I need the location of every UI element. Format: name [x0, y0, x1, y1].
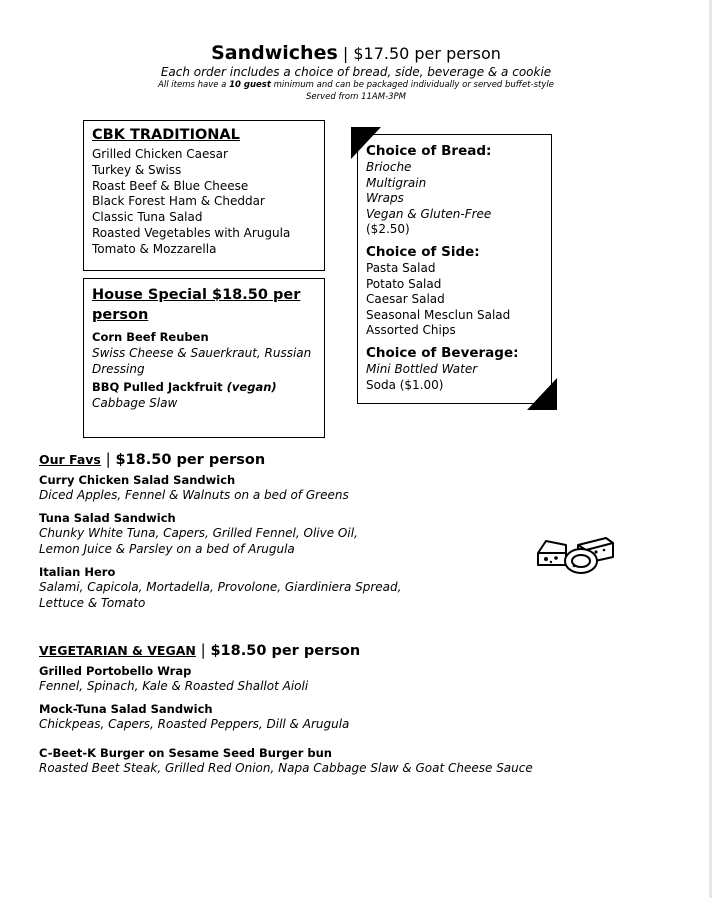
- veg-title: VEGETARIAN & VEGAN: [39, 643, 196, 658]
- list-item: Turkey & Swiss: [92, 162, 182, 177]
- choice-item: Soda ($1.00): [366, 377, 444, 392]
- list-item: Roast Beef & Blue Cheese: [92, 178, 249, 193]
- our-favs-title: Our Favs: [39, 452, 101, 467]
- service-hours: Served from 11AM-3PM: [305, 92, 407, 102]
- menu-item-name: Tuna Salad Sandwich: [39, 511, 176, 525]
- bread-heading: Choice of Bread:: [366, 143, 492, 159]
- title-separator: |: [337, 44, 354, 63]
- our-favs-heading: Our Favs | $18.50 per person: [39, 450, 266, 468]
- choices-box: [357, 134, 552, 404]
- menu-item-name: Grilled Portobello Wrap: [39, 664, 192, 678]
- choice-item: Multigrain: [366, 175, 427, 190]
- page-header: [0, 42, 712, 103]
- house-special-box: [83, 278, 325, 438]
- menu-item-desc: Salami, Capicola, Mortadella, Provolone, Giardiniera Spread,: [39, 580, 402, 594]
- menu-item-name: Mock-Tuna Salad Sandwich: [39, 702, 213, 716]
- menu-item-desc: Chickpeas, Capers, Roasted Peppers, Dill & Arugula: [39, 717, 350, 731]
- choice-item: Assorted Chips: [366, 323, 456, 338]
- choice-item: Caesar Salad: [366, 292, 445, 307]
- menu-item-desc: Lettuce & Tomato: [39, 596, 146, 610]
- list-item: Roasted Vegetables with Arugula: [92, 225, 291, 240]
- choice-item: Potato Salad: [366, 276, 442, 291]
- choice-item: Mini Bottled Water: [366, 361, 478, 376]
- vegan-tag: (vegan): [226, 380, 277, 394]
- choice-item: Vegan & Gluten-Free: [366, 206, 492, 221]
- traditional-title: CBK TRADITIONAL: [92, 127, 240, 143]
- menu-item-desc: Roasted Beet Steak, Grilled Red Onion, Napa Cabbage Slaw & Goat Cheese Sauce: [39, 761, 533, 775]
- house-item-name-2: BBQ Pulled Jackfruit (vegan): [92, 380, 277, 394]
- list-item: Tomato & Mozzarella: [92, 241, 217, 256]
- menu-item-name: Italian Hero: [39, 565, 116, 579]
- our-favs-section: [39, 450, 401, 611]
- traditional-box: [83, 120, 325, 271]
- list-item: Classic Tuna Salad: [92, 210, 203, 225]
- choice-item: ($2.50): [366, 222, 410, 237]
- menu-item-name: Curry Chicken Salad Sandwich: [39, 473, 236, 487]
- cheese-icon: [534, 533, 616, 579]
- menu-item-name: C-Beet-K Burger on Sesame Seed Burger bun: [39, 746, 332, 760]
- house-item-desc: Swiss Cheese & Sauerkraut, Russian Dressing: [92, 346, 312, 376]
- beverage-heading: Choice of Beverage:: [366, 344, 519, 361]
- house-special-heading: [92, 285, 316, 325]
- page-price: $17.50 per person: [353, 44, 501, 63]
- subtitle: Each order includes a choice of bread, side, beverage & a cookie: [160, 65, 552, 79]
- veg-section: [39, 641, 533, 776]
- house-special-title: House Special: [92, 287, 207, 303]
- menu-item-desc: Fennel, Spinach, Kale & Roasted Shallot Aioli: [39, 679, 309, 693]
- page-title-line: [0, 42, 712, 64]
- menu-item-desc: Diced Apples, Fennel & Walnuts on a bed of Greens: [39, 488, 349, 502]
- page-title: Sandwiches: [211, 42, 338, 64]
- house-item-name: Corn Beef Reuben: [92, 330, 209, 344]
- side-heading: Choice of Side:: [366, 243, 480, 260]
- veg-heading: VEGETARIAN & VEGAN | $18.50 per person: [39, 641, 361, 659]
- choice-item: Wraps: [366, 191, 404, 206]
- choice-item: Brioche: [366, 160, 412, 174]
- menu-item-desc: Chunky White Tuna, Capers, Grilled Fennel, Olive Oil,: [39, 526, 358, 540]
- choice-item: Seasonal Mesclun Salad: [366, 307, 511, 322]
- traditional-list: [92, 147, 316, 258]
- list-item: Grilled Chicken Caesar: [92, 147, 228, 161]
- menu-item-desc: Lemon Juice & Parsley on a bed of Arugula: [39, 542, 295, 556]
- house-item-desc: Cabbage Slaw: [92, 396, 178, 410]
- minimum-guests: 10 guest: [229, 80, 271, 90]
- choice-item: Pasta Salad: [366, 260, 436, 275]
- list-item: Black Forest Ham & Cheddar: [92, 194, 265, 209]
- house-special-price: $18.50 per person: [92, 287, 301, 323]
- veg-price: $18.50 per person: [210, 643, 361, 659]
- our-favs-price: $18.50 per person: [115, 452, 266, 468]
- minimum-note: All items have a 10 guest minimum and can be packaged individually or served buffet-style: [158, 80, 554, 90]
